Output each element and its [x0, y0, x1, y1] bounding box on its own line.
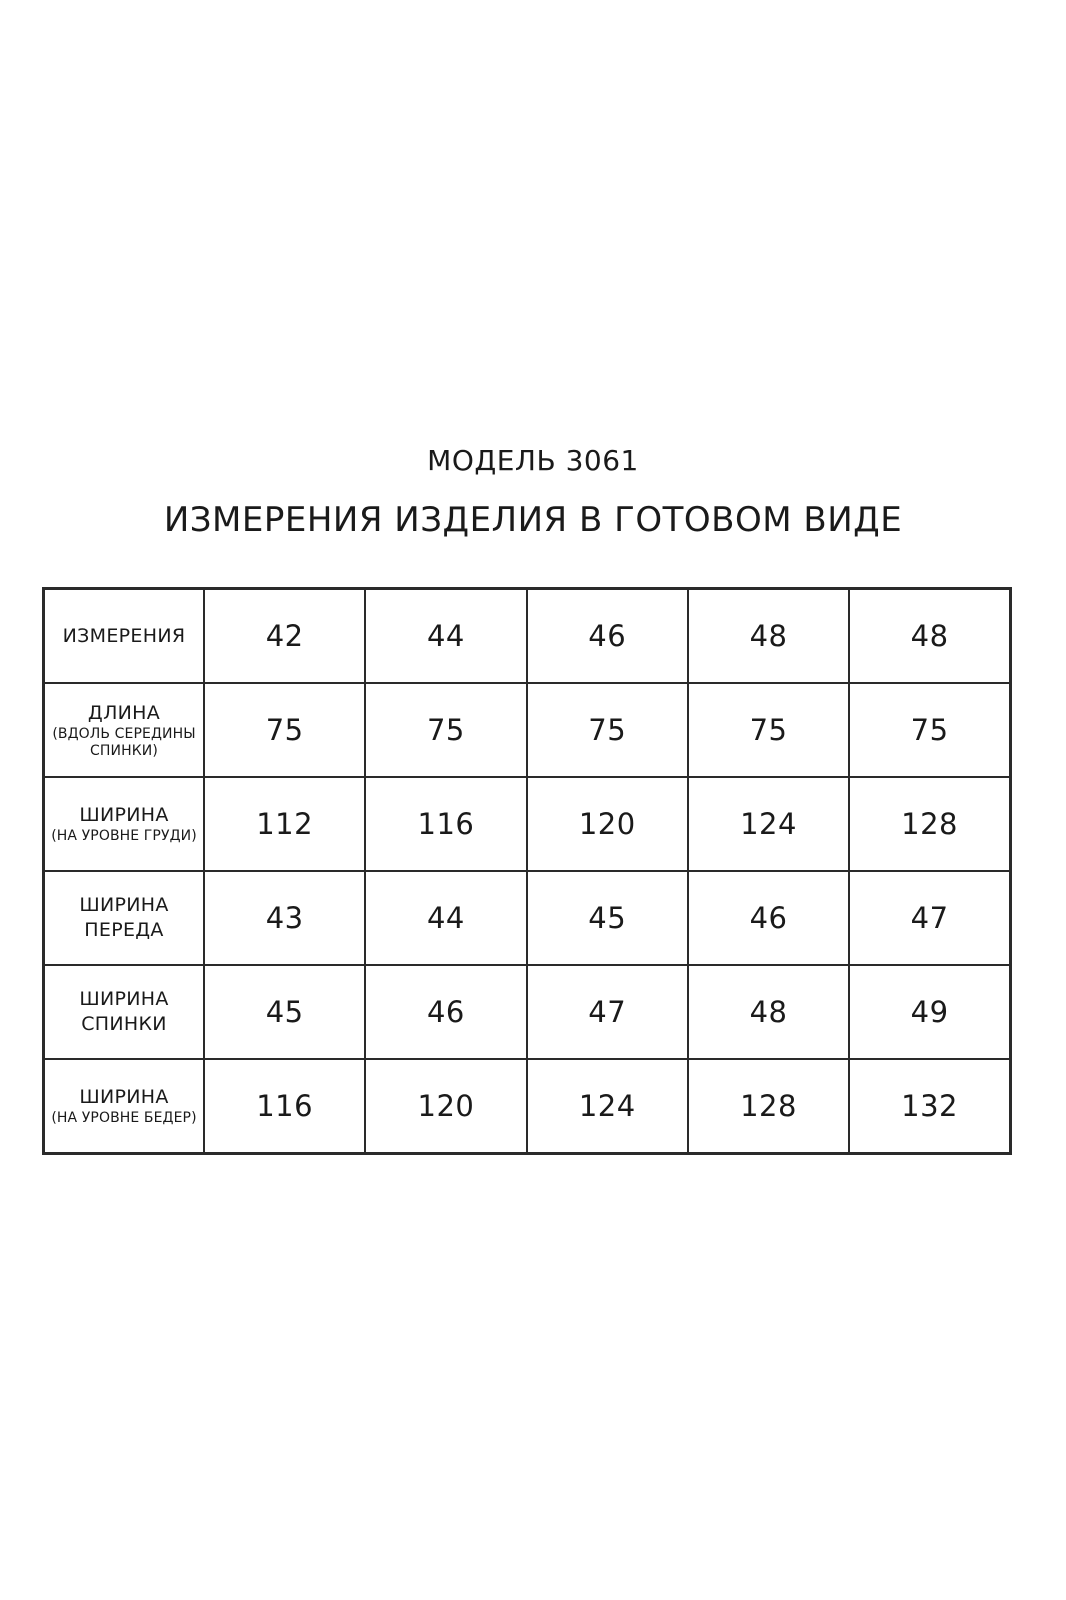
value-cell: [849, 1059, 1010, 1154]
page-title: ИЗМЕРЕНИЯ ИЗДЕЛИЯ В ГОТОВОМ ВИДЕ: [163, 500, 903, 540]
measurement-value: 120: [417, 1089, 475, 1123]
table-row: [44, 871, 1011, 965]
measurement-value: 46: [426, 995, 465, 1029]
measurement-value: 47: [910, 901, 949, 935]
measurement-value: 45: [265, 995, 304, 1029]
size-header-cell: [365, 589, 526, 684]
value-cell: [688, 965, 849, 1059]
value-cell: [365, 965, 526, 1059]
size-value: 48: [749, 619, 788, 653]
measurement-value: 75: [265, 713, 304, 747]
measurement-value: 116: [256, 1089, 314, 1123]
measurement-value: 128: [740, 1089, 797, 1123]
measurement-value: 112: [256, 807, 314, 841]
value-cell: [688, 683, 849, 777]
row-label: ШИРИНА: [79, 1086, 169, 1108]
value-cell: [365, 683, 526, 777]
measurement-value: 47: [588, 995, 627, 1029]
row-sublabel: (ВДОЛЬ СЕРЕДИНЫ СПИНКИ): [52, 725, 196, 759]
row-label-cell: [44, 871, 205, 965]
size-header-cell: [849, 589, 1010, 684]
table-row: [44, 777, 1011, 871]
measurement-value: 75: [588, 713, 627, 747]
value-cell: [204, 871, 365, 965]
measurement-value: 46: [749, 901, 788, 935]
measurement-value: 75: [910, 713, 949, 747]
table-row: [44, 683, 1011, 777]
value-cell: [849, 683, 1010, 777]
value-cell: [365, 1059, 526, 1154]
row-sublabel: (НА УРОВНЕ БЕДЕР): [51, 1110, 197, 1126]
measurement-value: 120: [578, 807, 636, 841]
value-cell: [365, 777, 526, 871]
measurement-value: 124: [578, 1089, 636, 1123]
value-cell: [204, 1059, 365, 1154]
measurement-value: 75: [426, 713, 465, 747]
value-cell: [527, 683, 688, 777]
header-label: ИЗМЕРЕНИЯ: [62, 624, 186, 647]
value-cell: [204, 683, 365, 777]
size-value: 48: [910, 619, 949, 653]
size-value: 42: [265, 619, 304, 653]
value-cell: [688, 1059, 849, 1154]
size-value: 44: [426, 619, 465, 653]
row-label-cell: [44, 1059, 205, 1154]
measurement-value: 128: [901, 807, 959, 841]
measurement-value: 132: [901, 1089, 959, 1123]
value-cell: [849, 871, 1010, 965]
row-label: ШИРИНА: [79, 804, 169, 826]
value-cell: [688, 871, 849, 965]
value-cell: [527, 965, 688, 1059]
table-row: [44, 965, 1011, 1059]
measurement-value: 43: [265, 901, 304, 935]
measurement-value: 44: [426, 901, 465, 935]
table-row: [44, 1059, 1011, 1154]
value-cell: [204, 777, 365, 871]
measurement-value: 116: [417, 807, 475, 841]
row-label-cell: [44, 683, 205, 777]
measurement-value: 45: [588, 901, 627, 935]
measurements-table: [42, 587, 1012, 1155]
row-label: ШИРИНА СПИНКИ: [79, 988, 169, 1035]
size-header-cell: [527, 589, 688, 684]
size-header-cell: [688, 589, 849, 684]
value-cell: [527, 777, 688, 871]
value-cell: [688, 777, 849, 871]
row-label-cell: [44, 965, 205, 1059]
row-label: ДЛИНА: [87, 701, 161, 724]
value-cell: [204, 965, 365, 1059]
measurement-value: 49: [910, 995, 949, 1029]
row-label: ШИРИНА ПЕРЕДА: [79, 894, 169, 941]
header-label-cell: [44, 589, 205, 684]
value-cell: [527, 871, 688, 965]
size-header-cell: [204, 589, 365, 684]
value-cell: [849, 965, 1010, 1059]
measurement-value: 75: [749, 713, 788, 747]
value-cell: [849, 777, 1010, 871]
measurement-value: 124: [740, 807, 797, 841]
row-label-cell: [44, 777, 205, 871]
table-header-row: [44, 589, 1011, 684]
measurement-value: 48: [749, 995, 788, 1029]
value-cell: [365, 871, 526, 965]
row-sublabel: (НА УРОВНЕ ГРУДИ): [51, 828, 197, 844]
size-value: 46: [588, 619, 627, 653]
value-cell: [527, 1059, 688, 1154]
model-number: МОДЕЛЬ 3061: [427, 444, 639, 477]
